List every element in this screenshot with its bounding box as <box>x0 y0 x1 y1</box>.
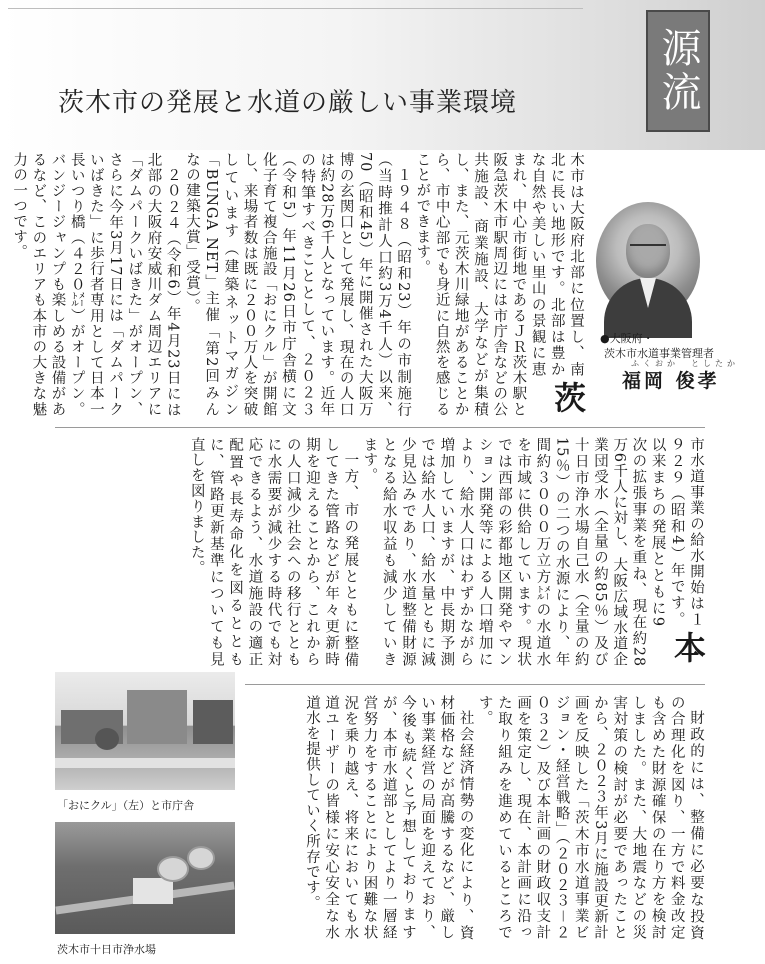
photo-building <box>127 690 187 744</box>
paragraph-1-text: 木市は大阪府北部に位置し、南北に長い地形です。北部は豊かな自然や美しい里山の景観に恵まれ、中心市街地であるＪＲ茨木駅と阪急茨木市駅周辺には市庁舎などの公共施設、商業施設、大学などが集積し、また、元茨木川緑地があることから、市中心部でも身近に自然を感じることができます。 <box>414 152 584 417</box>
author-org-line1: ●大阪府・ <box>600 332 654 345</box>
photo-building <box>193 700 233 744</box>
article-paragraph-4 <box>359 437 705 667</box>
article-paragraph-6: 財政的には、整備に必要な投資の合理化を図り、一方で料金改定も含めた財源確保の在り方を検討しました。また、大地震などの災害対策の検討が必要であったことから、２０２３年3月に施設更新計画を反映した「茨木市水道事業ビジョン・経営戦略」（２０２３－２０３２）及び本計画の財政収支計画を策定し、現在、本計画に沿った取り組みを進めているところです。 <box>476 695 704 940</box>
column-badge-label: 源流 <box>655 27 701 115</box>
photo-tree <box>95 728 119 750</box>
author-name-ruby: ふくおか としたか <box>631 359 739 368</box>
photo-road <box>55 758 235 768</box>
photo-water-plant-aerial <box>55 822 235 934</box>
header-rule <box>8 8 583 9</box>
author-name: 福岡 俊孝 <box>622 370 720 392</box>
photo-tank <box>157 856 189 882</box>
article-paragraph-2: １９４８（昭和23）年の市制施行（当時推計人口約3万4千人）以来、70（昭和45）年に開催された大阪万博の玄関口として発展し、現在の人口は約28万6千人となっています。近年の特筆すべきこととして、２０２３（令和5）年11月26日市庁舎横に文化子育て複合施設「おにクル」が開館し、来場者数は既に２００万人を突破しています（建築ネットマガジン「BUNGA NET」主催「第2回みんなの建築大賞」受賞）。 <box>183 152 412 417</box>
section-divider <box>55 427 705 428</box>
article-paragraph-3: ２０２４（令和6）年4月23日には北部の大阪府安威川ダム周辺エリアに「ダムパークいばきた」がオープン、さらに今年3月17日には「ダムパークいばきた」に歩行者専用として日本一長いつり橋（４２０㍍）がオープン。バンジージャンプも楽しめる設備があるなど、このエリアも本市の大きな魅力の一つです。 <box>11 152 181 417</box>
photo-caption: 茨木市十日市浄水場 <box>57 943 156 956</box>
article-headline: 茨木市の発展と水道の厳しい事業環境 <box>58 88 518 118</box>
photo-building <box>133 878 173 904</box>
drop-cap-2: 本 <box>669 630 707 664</box>
column-badge <box>646 10 710 132</box>
author-org-line2: 茨木市水道事業管理者 <box>604 347 714 360</box>
section-divider <box>245 684 705 685</box>
author-portrait <box>596 202 700 320</box>
article-paragraph-1 <box>412 152 585 417</box>
photo-onikuru-city-hall <box>55 672 235 790</box>
article-paragraph-7: 社会経済情勢の変化により、資材価格などが高騰するなど、厳しい事業経営の局面を迎えており、今後も続くと予想しておりますが、本市水道部としてより一層経営努力をすることにより困難な状況を乗り越え、将来においても水道ユーザーの皆様に安心安全な水道水を提供していく所存です。 <box>303 695 474 940</box>
photo-caption: 「おにクル」（左）と市庁舎 <box>57 799 195 812</box>
article-paragraph-5: 一方、市の発展とともに整備してきた管路などが年々更新時期を迎えることから、これからの人口減少社会への移行とともに水需要が減少する時代でも対応できるよう、水道施設の適正配置や長寿命化を図るとともに、管路更新基準についても見直しを図りました。 <box>188 437 359 667</box>
drop-cap-1: 茨 <box>549 380 587 414</box>
article-block-middle <box>55 437 705 667</box>
photo-tank <box>187 846 215 870</box>
article-block-bottom <box>245 695 705 940</box>
portrait-glasses <box>630 244 666 254</box>
paragraph-4-text: 市水道事業の給水開始は１９２９（昭和4）年です。以来まちの発展とともに9次の拡張事業を重ね、現在約28万6千人に対し、大阪広域水道企業団受水（全量の約85％）及び十日市浄水場自己水（全量の約15％）の二つの水源により、年間約３０００万立方㍍の水道水を市域に供給しています。現状では西部の彩都地区開発やマンション開発等による人口増加により、給水人口はわずかながら増加していますが、中長期予測では給水人口、給水量ともに減少見込みであり、水道整備財源となる給水収益も減少していきます。 <box>361 437 704 667</box>
article-block-top <box>11 152 587 417</box>
